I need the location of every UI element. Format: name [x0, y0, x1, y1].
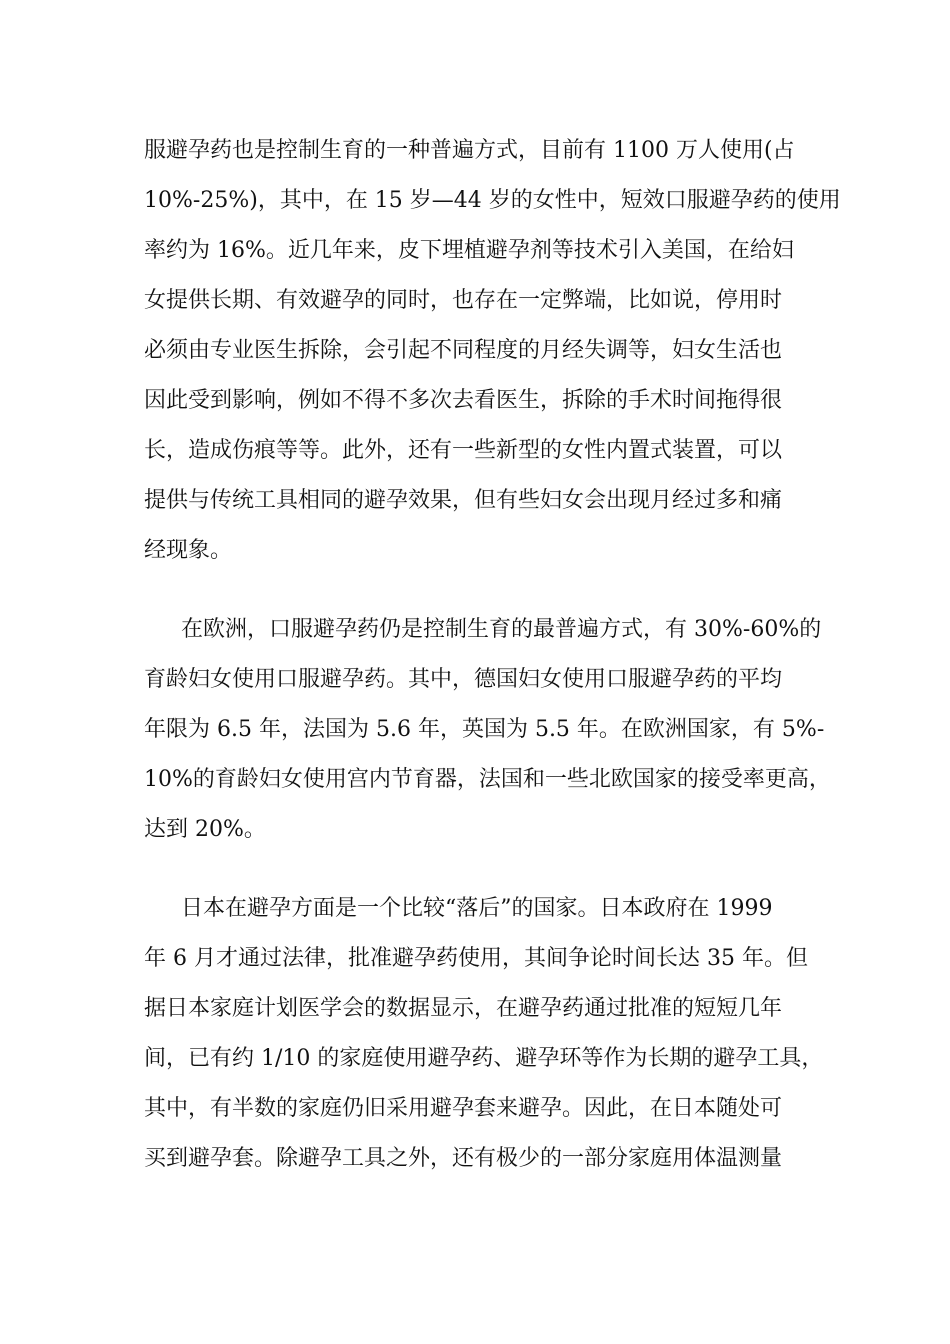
text-line: 买到避孕套。除避孕工具之外，还有极少的一部分家庭用体温测量 [144, 1146, 783, 1171]
text-line: 女提供长期、有效避孕的同时，也存在一定弊端，比如说，停用时 [144, 288, 783, 313]
text-line: 经现象。 [144, 538, 233, 563]
text-line: 达到 20%。 [144, 817, 266, 842]
text-line: 提供与传统工具相同的避孕效果，但有些妇女会出现月经过多和痛 [144, 488, 783, 513]
text-line: 因此受到影响，例如不得不多次去看医生，拆除的手术时间拖得很 [144, 388, 783, 413]
text-line: 服避孕药也是控制生育的一种普遍方式，目前有 1100 万人使用(占 [144, 138, 795, 163]
text-line: 年 6 月才通过法律，批准避孕药使用，其间争论时间长达 35 年。但 [144, 946, 808, 971]
text-line: 必须由专业医生拆除，会引起不同程度的月经失调等，妇女生活也 [144, 338, 783, 363]
text-line: 日本在避孕方面是一个比较“落后”的国家。日本政府在 1999 [181, 896, 773, 921]
text-line: 在欧洲，口服避孕药仍是控制生育的最普遍方式，有 30%-60%的 [181, 617, 822, 642]
text-line: 10%的育龄妇女使用宫内节育器，法国和一些北欧国家的接受率更高， [144, 767, 831, 792]
text-line: 其中，有半数的家庭仍旧采用避孕套来避孕。因此，在日本随处可 [144, 1096, 783, 1121]
text-line: 10%-25%)，其中，在 15 岁—44 岁的女性中，短效口服避孕药的使用 [144, 188, 841, 213]
text-line: 据日本家庭计划医学会的数据显示，在避孕药通过批准的短短几年 [144, 996, 783, 1021]
text-line: 率约为 16%。近几年来，皮下埋植避孕剂等技术引入美国，在给妇 [144, 238, 794, 263]
text-line: 间，已有约 1/10 的家庭使用避孕药、避孕环等作为长期的避孕工具， [144, 1046, 824, 1071]
text-line: 育龄妇女使用口服避孕药。其中，德国妇女使用口服避孕药的平均 [144, 667, 783, 692]
text-line: 年限为 6.5 年，法国为 5.6 年，英国为 5.5 年。在欧洲国家，有 5%- [144, 717, 825, 742]
text-line: 长，造成伤痕等等。此外，还有一些新型的女性内置式装置，可以 [144, 438, 783, 463]
